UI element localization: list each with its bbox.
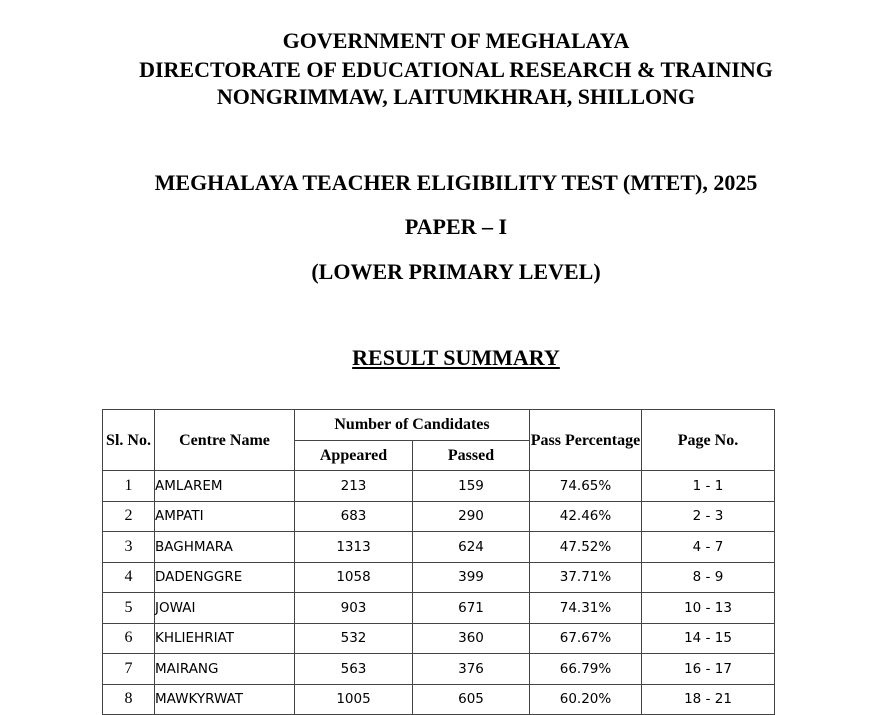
- cell-sl-no: 3: [103, 532, 155, 563]
- result-summary-text: RESULT SUMMARY: [352, 345, 560, 370]
- cell-pass-percentage: 74.65%: [530, 471, 642, 502]
- cell-passed: 290: [413, 501, 530, 532]
- table-row: [103, 654, 775, 685]
- cell-page-no: 8 - 9: [642, 562, 775, 593]
- cell-pass-percentage: 66.79%: [530, 654, 642, 685]
- cell-appeared: 1005: [295, 684, 413, 715]
- cell-passed: 399: [413, 562, 530, 593]
- cell-page-no: 10 - 13: [642, 593, 775, 624]
- cell-page-no: 14 - 15: [642, 623, 775, 654]
- table-row: [103, 684, 775, 715]
- address-heading: NONGRIMMAW, LAITUMKHRAH, SHILLONG: [216, 84, 696, 109]
- cell-pass-percentage: 67.67%: [530, 623, 642, 654]
- cell-appeared: 213: [295, 471, 413, 502]
- cell-passed: 376: [413, 654, 530, 685]
- exam-title: MEGHALAYA TEACHER ELIGIBILITY TEST (MTET), 2025: [154, 170, 758, 195]
- table-row: [103, 562, 775, 593]
- cell-page-no: 16 - 17: [642, 654, 775, 685]
- table-row: [103, 501, 775, 532]
- header-page-no: Page No.: [642, 410, 775, 471]
- govt-heading: GOVERNMENT OF MEGHALAYA: [282, 28, 630, 53]
- cell-sl-no: 8: [103, 684, 155, 715]
- cell-page-no: 18 - 21: [642, 684, 775, 715]
- header-passed: Passed: [413, 440, 530, 471]
- cell-page-no: 1 - 1: [642, 471, 775, 502]
- cell-sl-no: 5: [103, 593, 155, 624]
- cell-pass-percentage: 37.71%: [530, 562, 642, 593]
- cell-appeared: 532: [295, 623, 413, 654]
- cell-passed: 360: [413, 623, 530, 654]
- cell-appeared: 683: [295, 501, 413, 532]
- cell-passed: 159: [413, 471, 530, 502]
- cell-pass-percentage: 74.31%: [530, 593, 642, 624]
- table-row: [103, 593, 775, 624]
- cell-sl-no: 1: [103, 471, 155, 502]
- cell-passed: 671: [413, 593, 530, 624]
- header-pass-percentage: Pass Percentage: [530, 410, 642, 471]
- cell-sl-no: 4: [103, 562, 155, 593]
- paper-title: PAPER – I: [404, 214, 508, 239]
- cell-centre-name: DADENGGRE: [155, 562, 295, 593]
- cell-pass-percentage: 42.46%: [530, 501, 642, 532]
- cell-passed: 624: [413, 532, 530, 563]
- level-title: (LOWER PRIMARY LEVEL): [311, 259, 601, 284]
- header-centre-name: Centre Name: [155, 410, 295, 471]
- cell-centre-name: MAWKYRWAT: [155, 684, 295, 715]
- header-sl-no: Sl. No.: [103, 410, 155, 471]
- cell-page-no: 2 - 3: [642, 501, 775, 532]
- cell-centre-name: BAGHMARA: [155, 532, 295, 563]
- cell-centre-name: JOWAI: [155, 593, 295, 624]
- cell-sl-no: 2: [103, 501, 155, 532]
- cell-pass-percentage: 47.52%: [530, 532, 642, 563]
- cell-appeared: 563: [295, 654, 413, 685]
- cell-pass-percentage: 60.20%: [530, 684, 642, 715]
- cell-appeared: 903: [295, 593, 413, 624]
- cell-passed: 605: [413, 684, 530, 715]
- cell-sl-no: 6: [103, 623, 155, 654]
- table-row: [103, 623, 775, 654]
- table-row: [103, 471, 775, 502]
- result-summary-title: [11, 345, 890, 371]
- cell-page-no: 4 - 7: [642, 532, 775, 563]
- cell-centre-name: AMLAREM: [155, 471, 295, 502]
- cell-centre-name: KHLIEHRIAT: [155, 623, 295, 654]
- cell-centre-name: AMPATI: [155, 501, 295, 532]
- header-number-of-candidates: Number of Candidates: [295, 410, 530, 441]
- cell-sl-no: 7: [103, 654, 155, 685]
- cell-appeared: 1058: [295, 562, 413, 593]
- result-summary-table: [102, 409, 775, 715]
- table-row: [103, 532, 775, 563]
- header-appeared: Appeared: [295, 440, 413, 471]
- cell-appeared: 1313: [295, 532, 413, 563]
- cell-centre-name: MAIRANG: [155, 654, 295, 685]
- directorate-heading: DIRECTORATE OF EDUCATIONAL RESEARCH & TRAINING: [139, 57, 773, 82]
